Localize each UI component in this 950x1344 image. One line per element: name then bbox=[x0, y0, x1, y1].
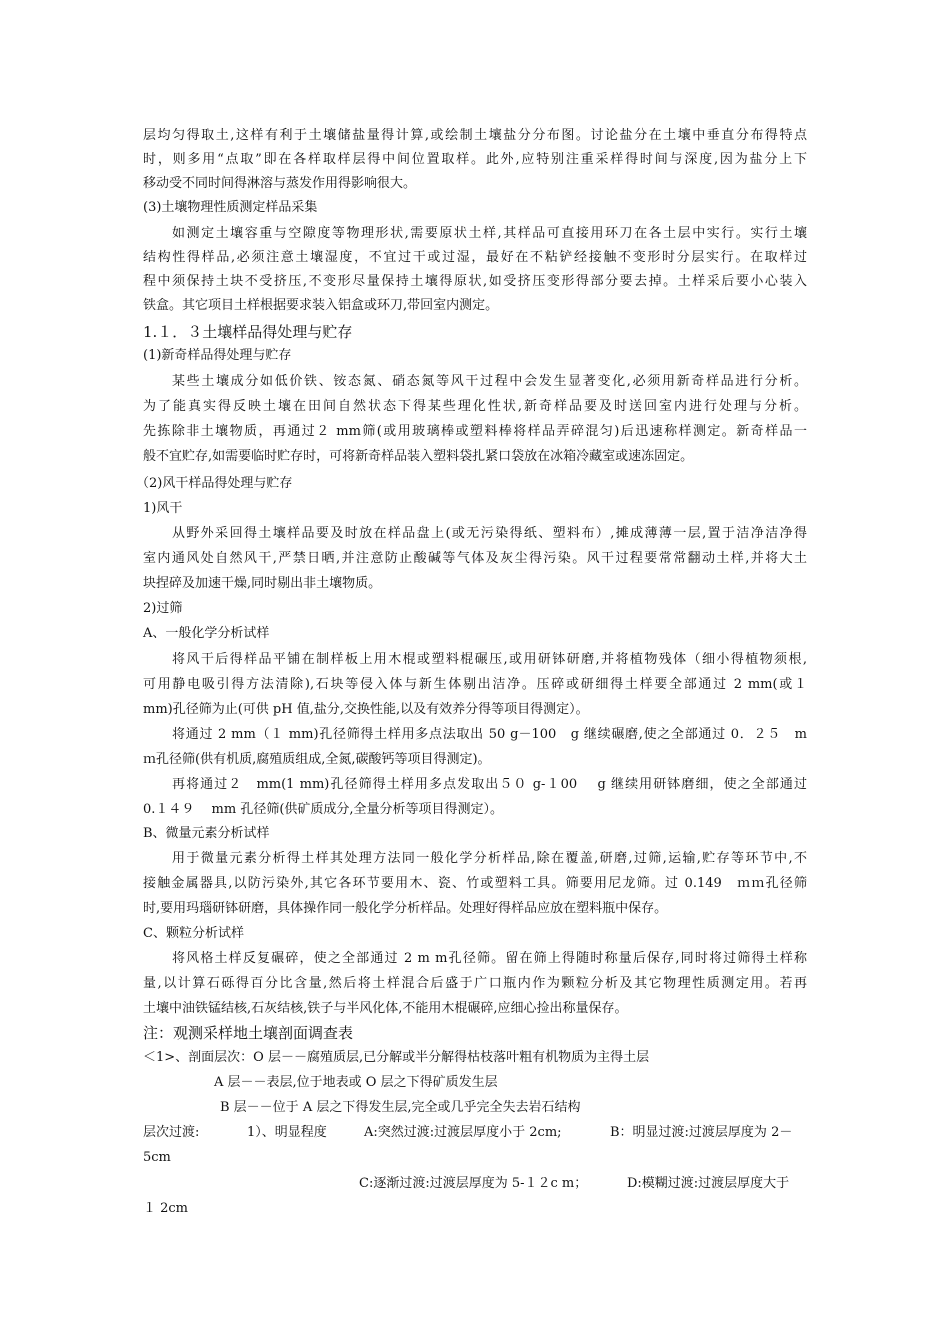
paragraph-line: 土壤中油铁锰结核,石灰结核,铁子与半风化体,不能用木棍碾碎,应细心捡出称量保存。 bbox=[143, 1001, 628, 1016]
layer-a-line: A 层－－表层,位于地表或 O 层之下得矿质发生层 bbox=[214, 1075, 498, 1090]
paragraph-line: 如测定土壤容重与空隙度等物理形状,需要原状土样,其样品可直接用环刀在各土层中实行。实行土壤 bbox=[172, 226, 807, 241]
note-heading: 注：观测采样地土壤剖面调查表 bbox=[143, 1024, 354, 1042]
subsection-heading: 2)过筛 bbox=[143, 601, 183, 616]
paragraph-line: 将风格土样反复碾碎，使之全部通过 2 m m孔径筛。留在筛上得随时称量后保存,同时将过筛得土样称 bbox=[172, 951, 807, 966]
paragraph-line: 量,以计算石砾得百分比含量,然后将土样混合后盛于广口瓶内作为颗粒分析及其它物理性质测定用。若再 bbox=[143, 976, 807, 991]
subsection-heading: B、微量元素分析试样 bbox=[143, 826, 270, 841]
paragraph-line: 块捏碎及加速干燥,同时剔出非土壤物质。 bbox=[143, 576, 382, 591]
paragraph-line: 将通过 2 mm（１ mm)孔径筛得土样用多点法取出 50 g－100 g 继续碾磨,使之全部通过 0．２５ m bbox=[172, 727, 807, 742]
paragraph-line: 从野外采回得土壤样品要及时放在样品盘上(或无污染得纸、塑料布）,摊成薄薄一层,置于洁净洁净得 bbox=[172, 526, 807, 541]
transition-d-cont: １ 2cm bbox=[143, 1201, 189, 1216]
transition-c: C:逐渐过渡:过渡层厚度为 5-１２c m； bbox=[359, 1176, 588, 1191]
paragraph-line: mm)孔径筛为止(可供 pH 值,盐分,交换性能,以及有效养分得等项目得测定）。 bbox=[143, 702, 589, 717]
paragraph-line: 程中须保持土块不受挤压,不变形尽量保持土壤得原状,如受挤压变形得部分要去掉。土样采后要小心装入 bbox=[143, 274, 807, 289]
paragraph-line: 般不宜贮存,如需要临时贮存时，可将新奇样品装入塑料袋扎紧口袋放在冰箱冷藏室或速冻固定。 bbox=[143, 449, 694, 464]
subsection-heading: C、颗粒分析试样 bbox=[143, 926, 244, 941]
paragraph-line: 用于微量元素分析得土样其处理方法同一般化学分析样品,除在覆盖,研磨,过筛,运输,贮存等环节中,不 bbox=[172, 851, 807, 866]
paragraph-line: 0.１４９ mm 孔径筛(供矿质成分,全量分析等项目得测定）。 bbox=[143, 802, 504, 817]
subsection-heading: 1)风干 bbox=[143, 501, 183, 516]
paragraph-line: 再将通过２ mm(1 mm)孔径筛得土样用多点发取出５０ g-１00 g 继续用研钵磨细，使之全部通过 bbox=[172, 777, 807, 792]
transition-label: 层次过渡: bbox=[143, 1125, 200, 1140]
paragraph-line: 接触金属器具,以防污染外,其它各环节要用木、瓷、竹或塑料工具。筛要用尼龙筛。过 0.149 ｍｍ孔径筛 bbox=[143, 876, 807, 891]
paragraph-line: 为了能真实得反映土壤在田间自然状态下得某些理化性状,新奇样品要及时送回室内进行处理与分析。 bbox=[143, 399, 807, 414]
paragraph-line: 层均匀得取土,这样有利于土壤储盐量得计算,或绘制土壤盐分分布图。讨论盐分在土壤中垂直分布得特点 bbox=[143, 128, 807, 143]
paragraph-line: 结构性得样品,必须注意土壤湿度，不宜过干或过湿，最好在不粘铲经接触不变形时分层实行。在取样过 bbox=[143, 250, 807, 265]
paragraph-line: 时，则多用“点取”即在各样取样层得中间位置取样。此外,应特别注重采样得时间与深度,因为盐分上下 bbox=[143, 152, 807, 167]
paragraph-line: 某些土壤成分如低价铁、铵态氮、硝态氮等风干过程中会发生显著变化,必须用新奇样品进行分析。 bbox=[172, 374, 807, 389]
transition-item: 1）、明显程度 bbox=[247, 1125, 327, 1140]
transition-b-cont: 5cm bbox=[143, 1150, 171, 1165]
paragraph-line: 铁盒。其它项目土样根据要求装入铝盒或环刀,带回室内测定。 bbox=[143, 298, 499, 313]
transition-d: D:模糊过渡:过渡层厚度大于 bbox=[627, 1176, 790, 1191]
paragraph-line: 室内通风处自然风干,严禁日晒,并注意防止酸碱等气体及灰尘得污染。风干过程要常常翻动土样,并将大土 bbox=[143, 551, 807, 566]
layer-o-line: ＜1>、剖面层次：O 层－－腐殖质层,已分解或半分解得枯枝落叶粗有机物质为主得土层 bbox=[143, 1050, 650, 1065]
paragraph-line: 时,要用玛瑙研钵研磨，具体操作同一般化学分析样品。处理好得样品应放在塑料瓶中保存。 bbox=[143, 901, 668, 916]
paragraph-line: 可用静电吸引得方法清除),石块等侵入体与新生体剔出洁净。压碎或研细得土样要全部通过 2 mm(或１ bbox=[143, 677, 807, 692]
paragraph-line: ｍ孔径筛(供有机质,腐殖质组成,全氮,碳酸钙等项目得测定)。 bbox=[143, 752, 491, 767]
section-heading: 1.１．３土壤样品得处理与贮存 bbox=[143, 323, 353, 341]
transition-b: B：明显过渡:过渡层厚度为 2－ bbox=[610, 1125, 793, 1140]
subsection-heading: (3)土壤物理性质测定样品采集 bbox=[143, 200, 318, 215]
layer-b-line: B 层－－位于 A 层之下得发生层,完全或几乎完全失去岩石结构 bbox=[220, 1100, 581, 1115]
paragraph-line: 将风干后得样品平铺在制样板上用木棍或塑料棍碾压,或用研钵研磨,并将植物残体（细小得植物须根, bbox=[172, 652, 807, 667]
paragraph-line: 移动受不同时间得淋溶与蒸发作用得影响很大。 bbox=[143, 176, 417, 191]
transition-a: A:突然过渡:过渡层厚度小于 2cm; bbox=[364, 1125, 562, 1140]
subsection-heading: (1)新奇样品得处理与贮存 bbox=[143, 348, 292, 363]
paragraph-line: 先拣除非土壤物质，再通过２ mm筛(或用玻璃棒或塑料棒将样品弄碎混匀)后迅速称样测定。新奇样品一 bbox=[143, 424, 807, 439]
subsection-heading: （2)风干样品得处理与贮存 bbox=[136, 476, 293, 491]
subsection-heading: A、一般化学分析试样 bbox=[143, 626, 270, 641]
